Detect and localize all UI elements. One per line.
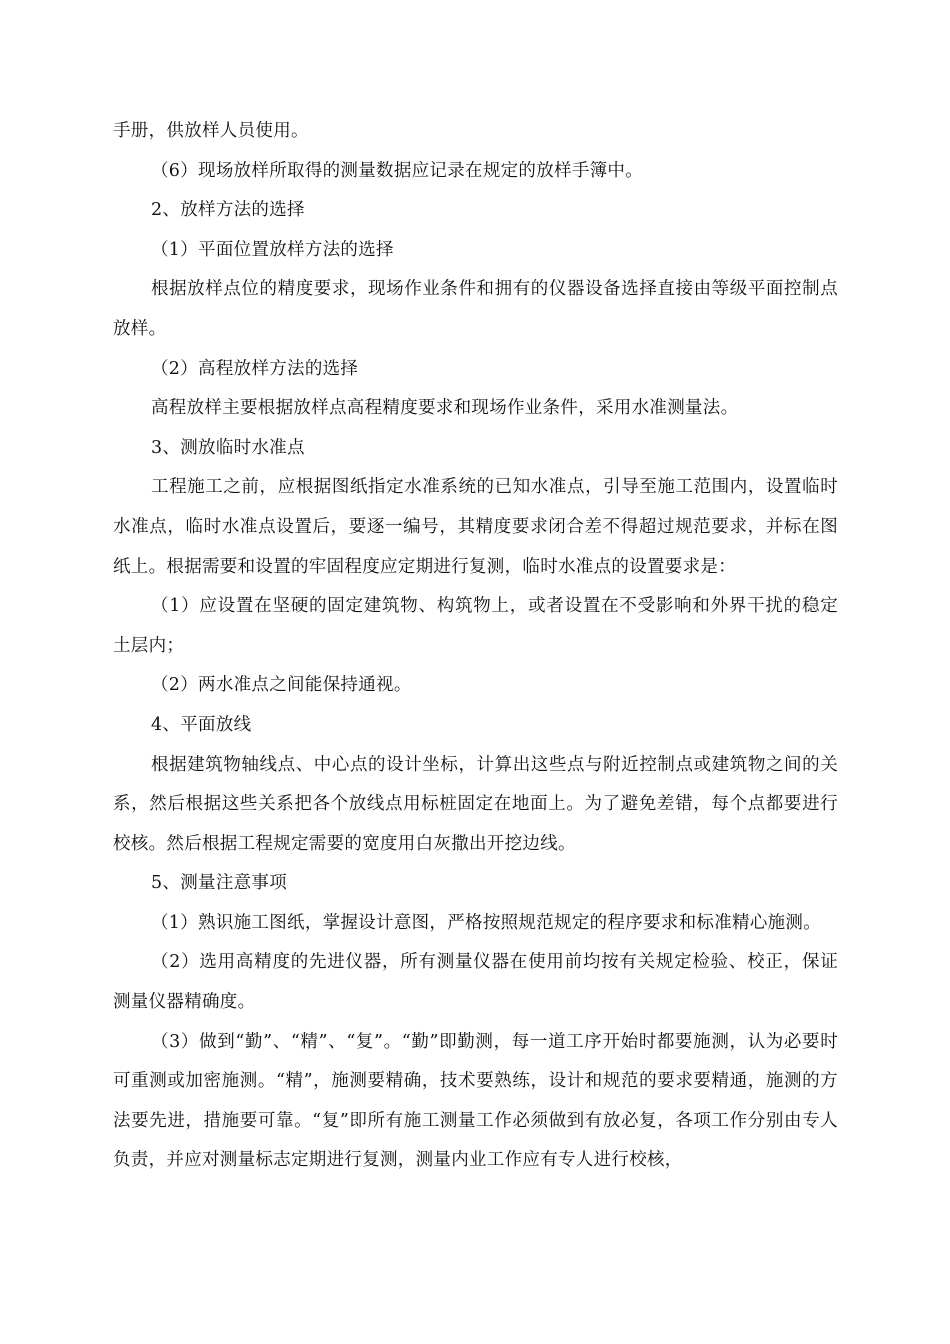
- section-heading-3: 3、测放临时水准点: [151, 437, 305, 458]
- paragraph-2: （6）现场放样所取得的测量数据应记录在规定的放样手簿中。: [151, 160, 644, 181]
- list-item-benchmark-1: （1）应设置在坚硬的固定建筑物、构筑物上，或者设置在不受影响和外界干扰的稳定土层内；: [113, 596, 838, 656]
- section-heading-4: 4、平面放线: [151, 714, 252, 735]
- paragraph-benchmarks: 工程施工之前，应根据图纸指定水准系统的已知水准点，引导至施工范围内，设置临时水准点，临时水准点设置后，要逐一编号，其精度要求闭合差不得超过规范要求，并标在图纸上。根据需要和设置的牢固程度应定期进行复测，临时水准点的设置要求是：: [113, 477, 838, 577]
- subheading-elevation: （2）高程放样方法的选择: [151, 358, 359, 379]
- paragraph-layout: 根据建筑物轴线点、中心点的设计坐标，计算出这些点与附近控制点或建筑物之间的关系，然后根据这些关系把各个放线点用标桩固定在地面上。为了避免差错，每个点都要进行校核。然后根据工程规定需要的宽度用白灰撒出开挖边线。: [113, 754, 838, 854]
- section-heading-2: 2、放样方法的选择: [151, 200, 305, 221]
- list-item-notes-1: （1）熟识施工图纸，掌握设计意图，严格按照规范规定的程序要求和标准精心施测。: [151, 912, 822, 933]
- list-item-notes-2: （2）选用高精度的先进仪器，所有测量仪器在使用前均按有关规定检验、校正，保证测量仪器精确度。: [113, 952, 838, 1013]
- paragraph-elevation: 高程放样主要根据放样点高程精度要求和现场作业条件，采用水准测量法。: [151, 398, 739, 419]
- list-item-notes-3: （3）做到“勤”、“精”、“复”。“勤”即勤测，每一道工序开始时都要施测，认为必要时可重测或加密施测。“精”，施测要精确，技术要熟练，设计和规范的要求要精通，施测的方法要先进，措施要可靠。“复”即所有施工测量工作必须做到有放必复，各项工作分别由专人负责，并应对测量标志定期进行复测，测量内业工作应有专人进行校核，: [113, 1031, 838, 1171]
- paragraph-plane-position: 根据放样点位的精度要求，现场作业条件和拥有的仪器设备选择直接由等级平面控制点放样。: [113, 279, 838, 339]
- subheading-plane-position: （1）平面位置放样方法的选择: [151, 239, 394, 260]
- paragraph-1: 手册，供放样人员使用。: [113, 121, 309, 141]
- section-heading-5: 5、测量注意事项: [151, 873, 288, 894]
- list-item-benchmark-2: （2）两水准点之间能保持通视。: [151, 675, 412, 696]
- document-page: [113, 112, 838, 1181]
